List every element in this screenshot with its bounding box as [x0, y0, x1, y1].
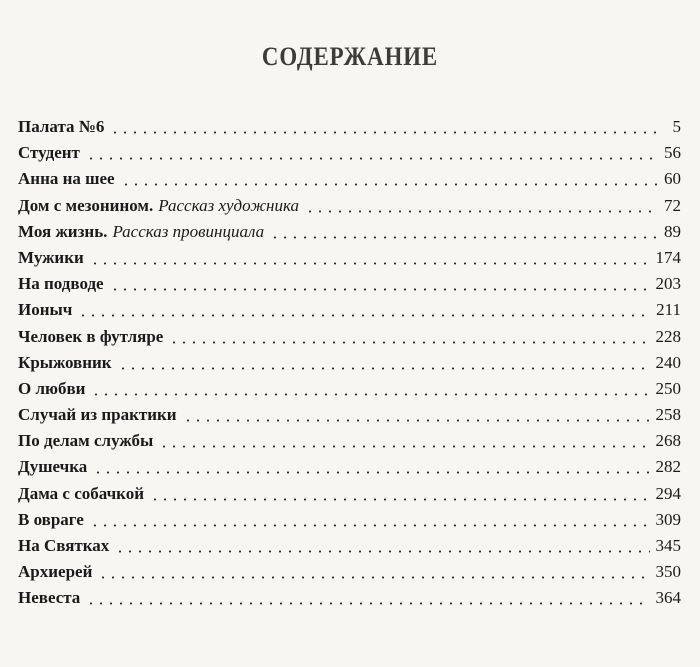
dot-leader	[110, 274, 650, 291]
entry-page-number: 203	[655, 274, 681, 294]
dot-leader	[121, 169, 658, 186]
entry-title: Архиерей	[18, 562, 93, 582]
toc-entry[interactable]	[18, 114, 681, 140]
entry-page-number: 350	[655, 562, 681, 582]
entry-page-number: 258	[655, 405, 681, 425]
dot-leader	[86, 588, 649, 605]
entry-title: В овраге	[18, 509, 84, 529]
toc-entry[interactable]	[18, 481, 681, 507]
page-title: СОДЕРЖАНИЕ	[261, 42, 439, 72]
dot-leader	[98, 562, 649, 579]
entry-title: Ионыч	[18, 300, 73, 320]
entry-title: На Святках	[18, 536, 110, 555]
entry-page-number: 56	[664, 143, 681, 163]
entry-title: Моя жизнь.	[18, 221, 108, 241]
toc-entry[interactable]	[18, 376, 681, 402]
entry-title: Невеста	[18, 588, 81, 608]
dot-leader	[270, 222, 658, 239]
toc-entry[interactable]	[18, 297, 681, 323]
table-of-contents	[18, 114, 681, 612]
dot-leader	[159, 431, 649, 448]
entry-title: О любви	[18, 378, 86, 398]
entry-page-number: 250	[655, 378, 681, 398]
entry-page-number: 211	[656, 300, 681, 320]
entry-page-number: 89	[664, 221, 681, 241]
entry-page-number: 240	[655, 352, 681, 372]
entry-title: Крыжовник	[18, 352, 112, 372]
dot-leader	[169, 327, 649, 344]
entry-page-number: 174	[655, 247, 681, 267]
dot-leader	[93, 457, 649, 474]
entry-page-number: 309	[655, 509, 681, 529]
entry-page-number: 268	[655, 431, 681, 451]
toc-entry[interactable]	[18, 428, 681, 454]
dot-leader	[150, 484, 649, 501]
dot-leader	[90, 510, 650, 527]
entry-subtitle: Рассказ провинциала	[112, 221, 265, 241]
entry-title: Палата №6	[18, 117, 105, 136]
toc-entry[interactable]	[18, 245, 681, 271]
toc-entry[interactable]	[18, 324, 681, 350]
toc-entry[interactable]	[18, 402, 681, 428]
entry-page-number: 364	[655, 588, 681, 608]
entry-title: Мужики	[18, 247, 84, 267]
dot-leader	[183, 405, 650, 422]
toc-entry[interactable]	[18, 350, 681, 376]
entry-page-number: 60	[664, 169, 681, 189]
toc-entry[interactable]	[18, 193, 681, 219]
toc-entry[interactable]	[18, 559, 681, 585]
entry-page-number: 282	[655, 457, 681, 477]
toc-entry[interactable]	[18, 507, 681, 533]
entry-subtitle: Рассказ художника	[158, 195, 299, 215]
toc-entry[interactable]	[18, 454, 681, 480]
dot-leader	[90, 248, 650, 265]
toc-entry[interactable]	[18, 533, 681, 559]
toc-entry[interactable]	[18, 219, 681, 245]
toc-entry[interactable]	[18, 166, 681, 192]
dot-leader	[86, 143, 658, 160]
entry-title: Случай из практики	[18, 405, 177, 425]
entry-title: Дама с собачкой	[18, 483, 145, 503]
dot-leader	[78, 300, 650, 317]
entry-title: Студент	[18, 143, 80, 163]
dot-leader	[305, 196, 658, 213]
dot-leader	[118, 353, 650, 370]
entry-title: Анна на шее	[18, 169, 115, 189]
entry-page-number: 294	[655, 483, 681, 503]
dot-leader	[115, 536, 649, 553]
entry-title: Человек в футляре	[18, 326, 164, 346]
entry-page-number: 72	[664, 195, 681, 215]
toc-entry[interactable]	[18, 140, 681, 166]
toc-entry[interactable]	[18, 585, 681, 611]
entry-title: По делам службы	[18, 431, 154, 451]
entry-title: Дом с мезонином.	[18, 195, 154, 215]
toc-entry[interactable]	[18, 271, 681, 297]
entry-page-number: 345	[655, 536, 681, 555]
entry-title: Душечка	[18, 457, 88, 477]
entry-page-number: 228	[655, 326, 681, 346]
dot-leader	[91, 379, 649, 396]
entry-page-number: 5	[672, 117, 681, 136]
entry-title: На подводе	[18, 274, 104, 294]
dot-leader	[110, 117, 661, 134]
